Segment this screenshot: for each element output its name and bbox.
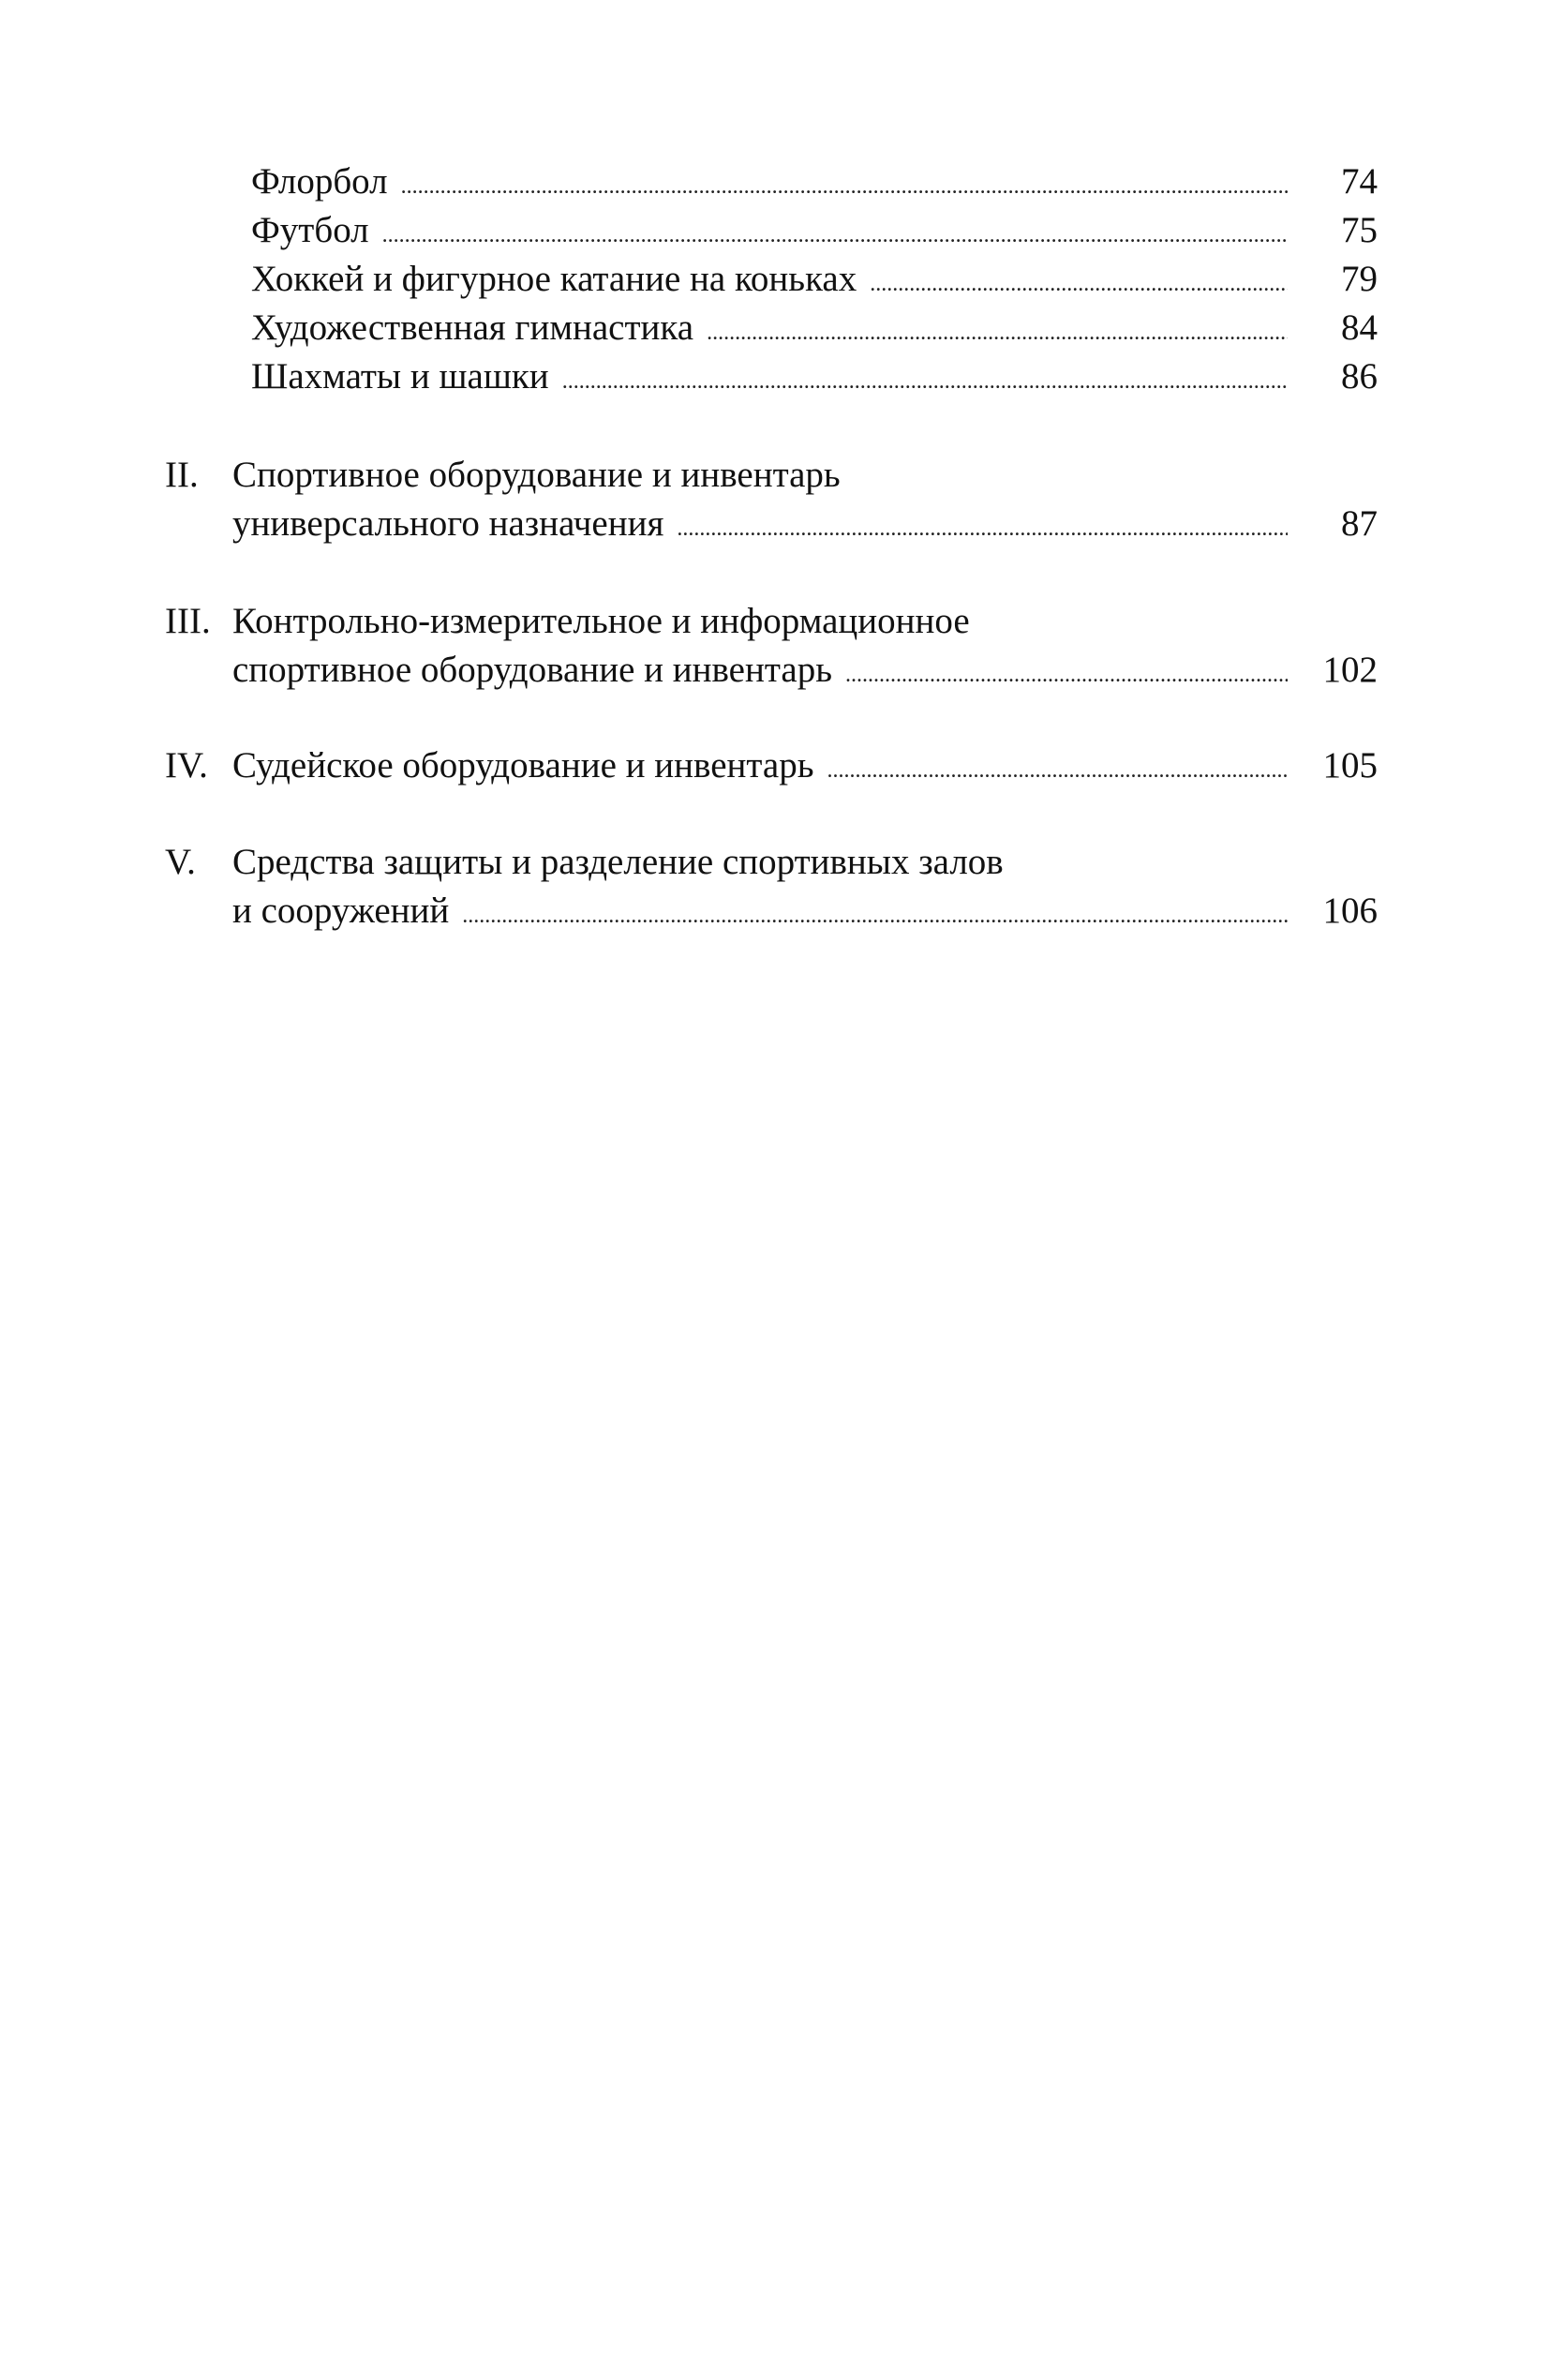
toc-entry-title: Флорбол (251, 161, 388, 202)
section-title-line: универсального назначения (232, 503, 664, 544)
dot-leader (677, 504, 1288, 553)
toc-page-number: 105 (1322, 745, 1378, 786)
dot-leader (827, 746, 1289, 795)
dot-leader (382, 211, 1288, 260)
section-title-line: спортивное оборудование и инвентарь (232, 650, 832, 690)
section-numeral: IV. (165, 745, 208, 786)
dot-leader (707, 308, 1288, 357)
toc-page-number: 106 (1322, 891, 1378, 931)
section-entry-judging (232, 741, 1288, 790)
section-numeral: III. (165, 601, 211, 641)
toc-entry-title: Художественная гимнастика (251, 307, 694, 348)
toc-page-number: 79 (1341, 259, 1378, 299)
toc-entry-rhythmic-gymnastics (251, 304, 1288, 352)
section-numeral: II. (165, 455, 199, 495)
toc-entry-title: Футбол (251, 210, 369, 250)
dot-leader (401, 162, 1288, 211)
toc-page-number: 74 (1341, 161, 1378, 202)
toc-page-number: 84 (1341, 307, 1378, 348)
toc-page-number: 87 (1341, 503, 1378, 544)
toc-entry-floorball (251, 157, 1288, 206)
toc-page-number: 102 (1322, 650, 1378, 690)
toc-page-number: 75 (1341, 210, 1378, 250)
toc-entry-chess-checkers (251, 352, 1288, 401)
section-title-line: Спортивное оборудование и инвентарь (232, 455, 841, 495)
dot-leader (562, 357, 1288, 406)
toc-entry-hockey (251, 255, 1288, 304)
toc-entry-title: Хоккей и фигурное катание на коньках (251, 259, 857, 299)
section-entry-protection (232, 887, 1288, 936)
dot-leader (870, 260, 1288, 308)
dot-leader (462, 891, 1288, 940)
toc-entry-title: Шахматы и шашки (251, 356, 549, 397)
section-entry-measuring (232, 646, 1288, 695)
section-entry-universal (232, 500, 1288, 548)
section-title-line: и сооружений (232, 891, 450, 931)
dot-leader (845, 651, 1288, 699)
toc-page-number: 86 (1341, 356, 1378, 397)
section-title-line: Средства защиты и разделение спортивных залов (232, 842, 1004, 882)
section-numeral: V. (165, 842, 196, 882)
section-title-line: Контрольно-измерительное и информационное (232, 601, 970, 641)
toc-entry-football (251, 206, 1288, 255)
section-title-line: Судейское оборудование и инвентарь (232, 745, 814, 786)
